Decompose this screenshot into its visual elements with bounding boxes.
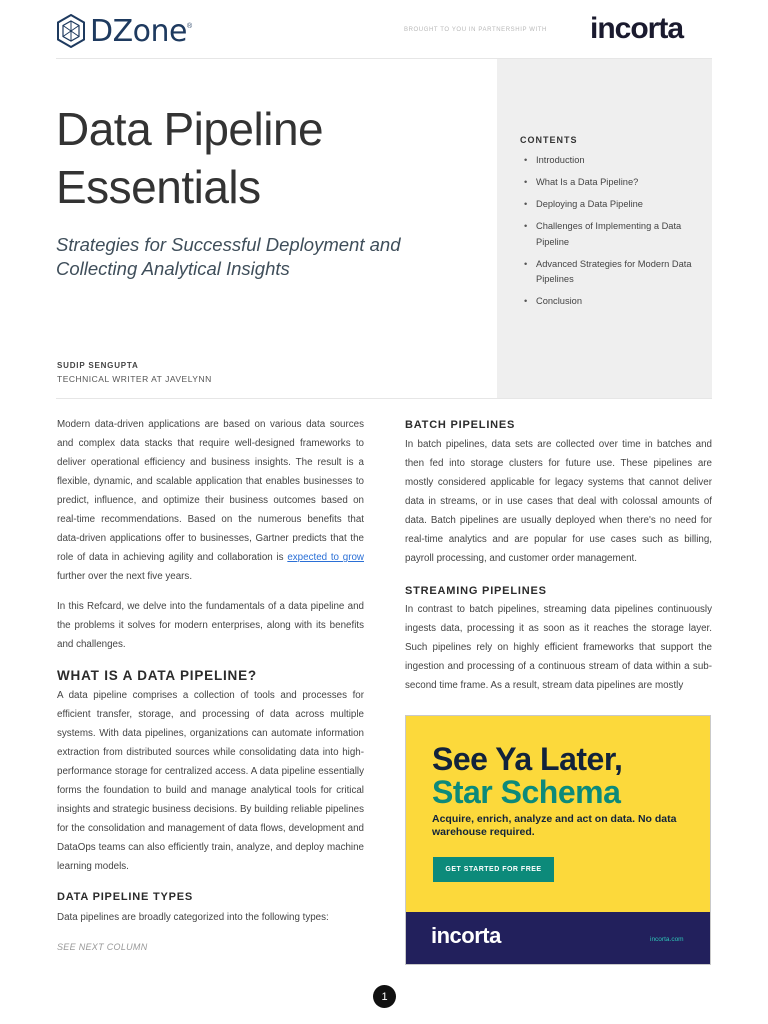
registered-mark: ® bbox=[186, 22, 193, 30]
ad-url-link[interactable]: incorta.com bbox=[650, 936, 684, 943]
title-line-1: Data Pipeline bbox=[56, 103, 324, 155]
types-paragraph: Data pipelines are broadly categorized into the following types: bbox=[57, 912, 329, 923]
see-next-column: SEE NEXT COLUMN bbox=[57, 942, 148, 952]
ad-incorta-logo: incorta bbox=[431, 923, 501, 948]
contents-item[interactable]: • Introduction bbox=[520, 153, 700, 169]
expected-to-grow-link[interactable]: expected to grow bbox=[287, 552, 364, 563]
section-heading-streaming: STREAMING PIPELINES bbox=[405, 585, 547, 597]
section-heading-what-is: WHAT IS A DATA PIPELINE? bbox=[57, 668, 257, 683]
contents-item[interactable]: • Advanced Strategies for Modern Data Pipelines bbox=[520, 257, 700, 288]
contents-panel bbox=[497, 59, 712, 399]
batch-paragraph: In batch pipelines, data sets are collected over time in batches and then fed into storage clusters for future use. These pipelines are mostly considered applicable for legacy systems that cannot deliver data in streams, or in use cases that deal with colossal amounts of data. Batch pipelines are usually deployed when there's no need for real-time analytics and are popular for use cases such as billing, payroll processing, and customer order management. bbox=[405, 439, 712, 564]
body-divider bbox=[56, 398, 712, 399]
section-heading-batch: BATCH PIPELINES bbox=[405, 419, 516, 431]
page-number: 1 bbox=[373, 985, 396, 1008]
section-heading-types: DATA PIPELINE TYPES bbox=[57, 891, 194, 903]
streaming-paragraph: In contrast to batch pipelines, streaming data pipelines continuously ingests data, processing it as soon as it reaches the storage layer. Such pipelines rely on highly efficient frameworks that support the ingestion and processing of a continuous stream of data within a sub-second time frame. As a result, stream data pipelines are mostly bbox=[405, 604, 712, 691]
partner-label: BROUGHT TO YOU IN PARTNERSHIP WITH bbox=[404, 27, 547, 33]
dzone-wordmark: DZone bbox=[90, 13, 187, 49]
page-subtitle: Strategies for Successful Deployment and Collecting Analytical Insights bbox=[56, 234, 401, 279]
author-role: TECHNICAL WRITER AT JAVELYNN bbox=[57, 374, 212, 384]
ad-headline-1: See Ya Later, bbox=[432, 741, 623, 777]
title-line-2: Essentials bbox=[56, 161, 261, 213]
get-started-button[interactable]: GET STARTED FOR FREE bbox=[433, 857, 554, 882]
author-name: SUDIP SENGUPTA bbox=[57, 361, 139, 370]
intro-text: Modern data-driven applications are based on various data sources and complex data stacks that require well-designed frameworks to deliver operational efficiency and business insights. The result is a flexible, dynamic, and scalable application that enables businesses to predict, influence, and optimize their business outcomes based on real-time recommendations. Based on the numerous benefits that data-driven applications offer to businesses, Gartner predicts that the role of data in achieving agility and collaboration is bbox=[57, 419, 364, 563]
intro-paragraph-2: In this Refcard, we delve into the fundamentals of a data pipeline and the problems it solves for modern enterprises, along with its benefits and challenges. bbox=[57, 601, 364, 650]
dzone-hexagon-icon bbox=[56, 14, 86, 48]
contents-heading: CONTENTS bbox=[520, 135, 578, 145]
contents-item[interactable]: • Conclusion bbox=[520, 294, 700, 310]
ad-subline: Acquire, enrich, analyze and act on data. No data warehouse required. bbox=[432, 813, 677, 838]
page-title bbox=[56, 100, 486, 216]
dzone-logo[interactable] bbox=[56, 12, 192, 50]
contents-item[interactable]: • What Is a Data Pipeline? bbox=[520, 175, 700, 191]
contents-list bbox=[520, 153, 700, 316]
contents-item[interactable]: • Deploying a Data Pipeline bbox=[520, 197, 700, 213]
intro-paragraph-1 bbox=[57, 415, 364, 586]
intro-text-end: further over the next five years. bbox=[57, 571, 193, 582]
contents-item[interactable]: • Challenges of Implementing a Data Pipeline bbox=[520, 219, 700, 250]
incorta-logo[interactable]: incorta bbox=[590, 12, 684, 45]
what-is-paragraph: A data pipeline comprises a collection of tools and processes for efficient transfer, storage, and processing of data across multiple systems. With data pipelines, organizations can automate information extraction from distributed sources while consolidating data into high-performance storage for centralized access. A data pipeline essentially forms the foundation to build and manage analytical tools for critical insights and strategic business decisions. By building reliable pipelines for the consolidation and management of data flows, development and DataOps teams can also efficiently train, analyze, and deploy machine learning models. bbox=[57, 690, 364, 872]
ad-headline-2: Star Schema bbox=[432, 774, 621, 810]
incorta-advertisement[interactable] bbox=[405, 715, 711, 965]
